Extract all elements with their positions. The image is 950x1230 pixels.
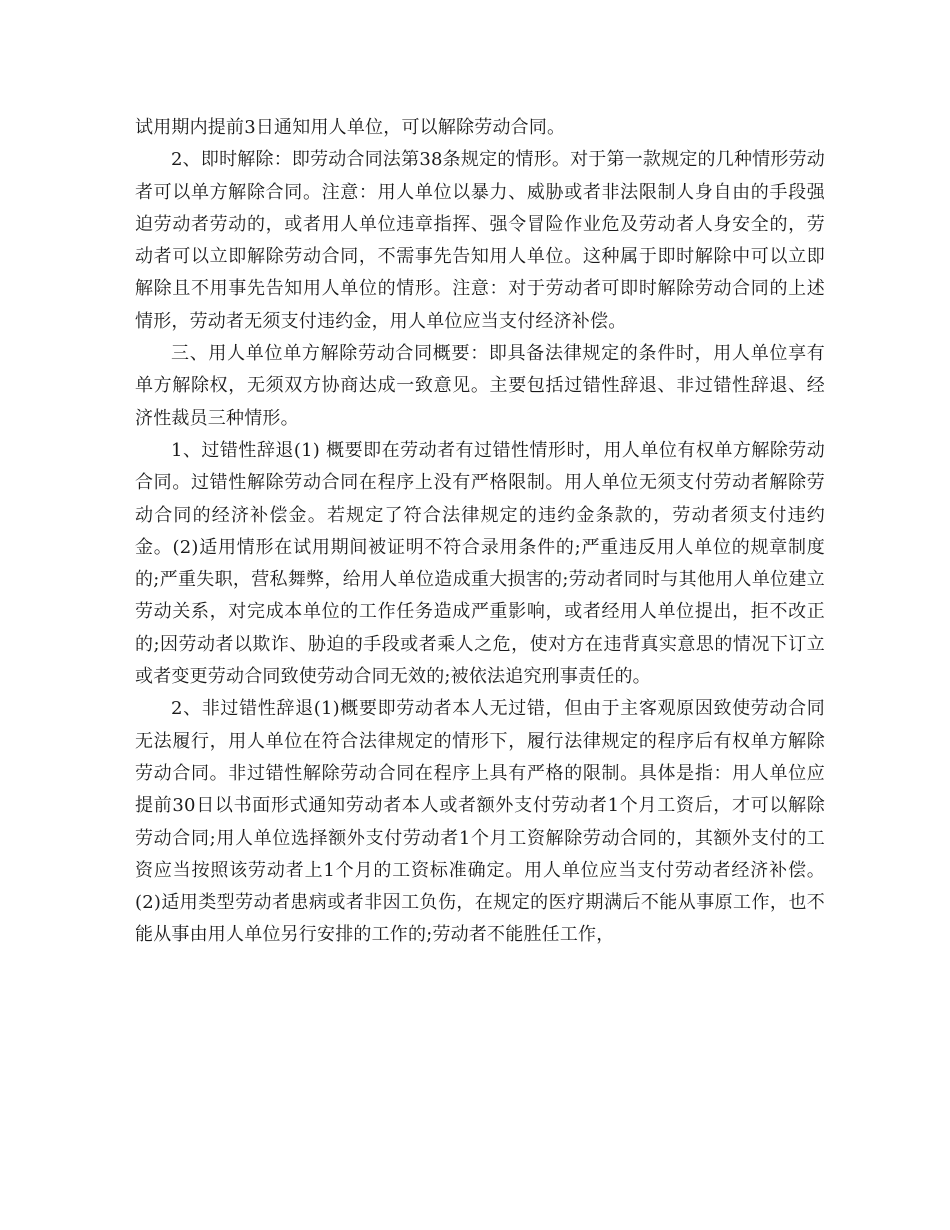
- paragraph-non-fault-dismissal: 2、非过错性辞退(1)概要即劳动者本人无过错，但由于主客观原因致使劳动合同无法履行，用人单位在符合法律规定的情形下，履行法律规定的程序后有权单方解除劳动合同。非过错性解除劳动合同在程序上具有严格的限制。具体是指：用人单位应提前30日以书面形式通知劳动者本人或者额外支付劳动者1个月工资后，才可以解除劳动合同;用人单位选择额外支付劳动者1个月工资解除劳动合同的，其额外支付的工资应当按照该劳动者上1个月的工资标准确定。用人单位应当支付劳动者经济补偿。(2)适用类型劳动者患病或者非因工负伤，在规定的医疗期满后不能从事原工作，也不能从事由用人单位另行安排的工作的;劳动者不能胜任工作，: [135, 698, 825, 946]
- paragraph-immediate-termination: 2、即时解除：即劳动合同法第38条规定的情形。对于第一款规定的几种情形劳动者可以单方解除合同。注意：用人单位以暴力、威胁或者非法限制人身自由的手段强迫劳动者劳动的，或者用人单位违章指挥、强令冒险作业危及劳动者人身安全的，劳动者可以立即解除劳动合同，不需事先告知用人单位。这种属于即时解除中可以立即解除且不用事先告知用人单位的情形。注意：对于劳动者可即时解除劳动合同的上述情形，劳动者无须支付违约金，用人单位应当支付经济补偿。: [135, 149, 825, 332]
- paragraph-probation-notice: 试用期内提前3日通知用人单位，可以解除劳动合同。: [135, 117, 566, 138]
- paragraph-fault-dismissal: 1、过错性辞退(1) 概要即在劳动者有过错性情形时，用人单位有权单方解除劳动合同。过错性解除劳动合同在程序上没有严格限制。用人单位无须支付劳动者解除劳动合同的经济补偿金。若规定了符合法律规定的违约金条款的，劳动者须支付违约金。(2)适用情形在试用期间被证明不符合录用条件的;严重违反用人单位的规章制度的;严重失职，营私舞弊，给用人单位造成重大损害的;劳动者同时与其他用人单位建立劳动关系，对完成本单位的工作任务造成严重影响，或者经用人单位提出，拒不改正的;因劳动者以欺诈、胁迫的手段或者乘人之危，使对方在违背真实意思的情况下订立或者变更劳动合同致使劳动合同无效的;被依法追究刑事责任的。: [135, 439, 825, 688]
- paragraph-employer-termination-overview: 三、用人单位单方解除劳动合同概要：即具备法律规定的条件时，用人单位享有单方解除权，无须双方协商达成一致意见。主要包括过错性辞退、非过错性辞退、经济性裁员三种情形。: [135, 343, 825, 429]
- document-body: [135, 112, 825, 952]
